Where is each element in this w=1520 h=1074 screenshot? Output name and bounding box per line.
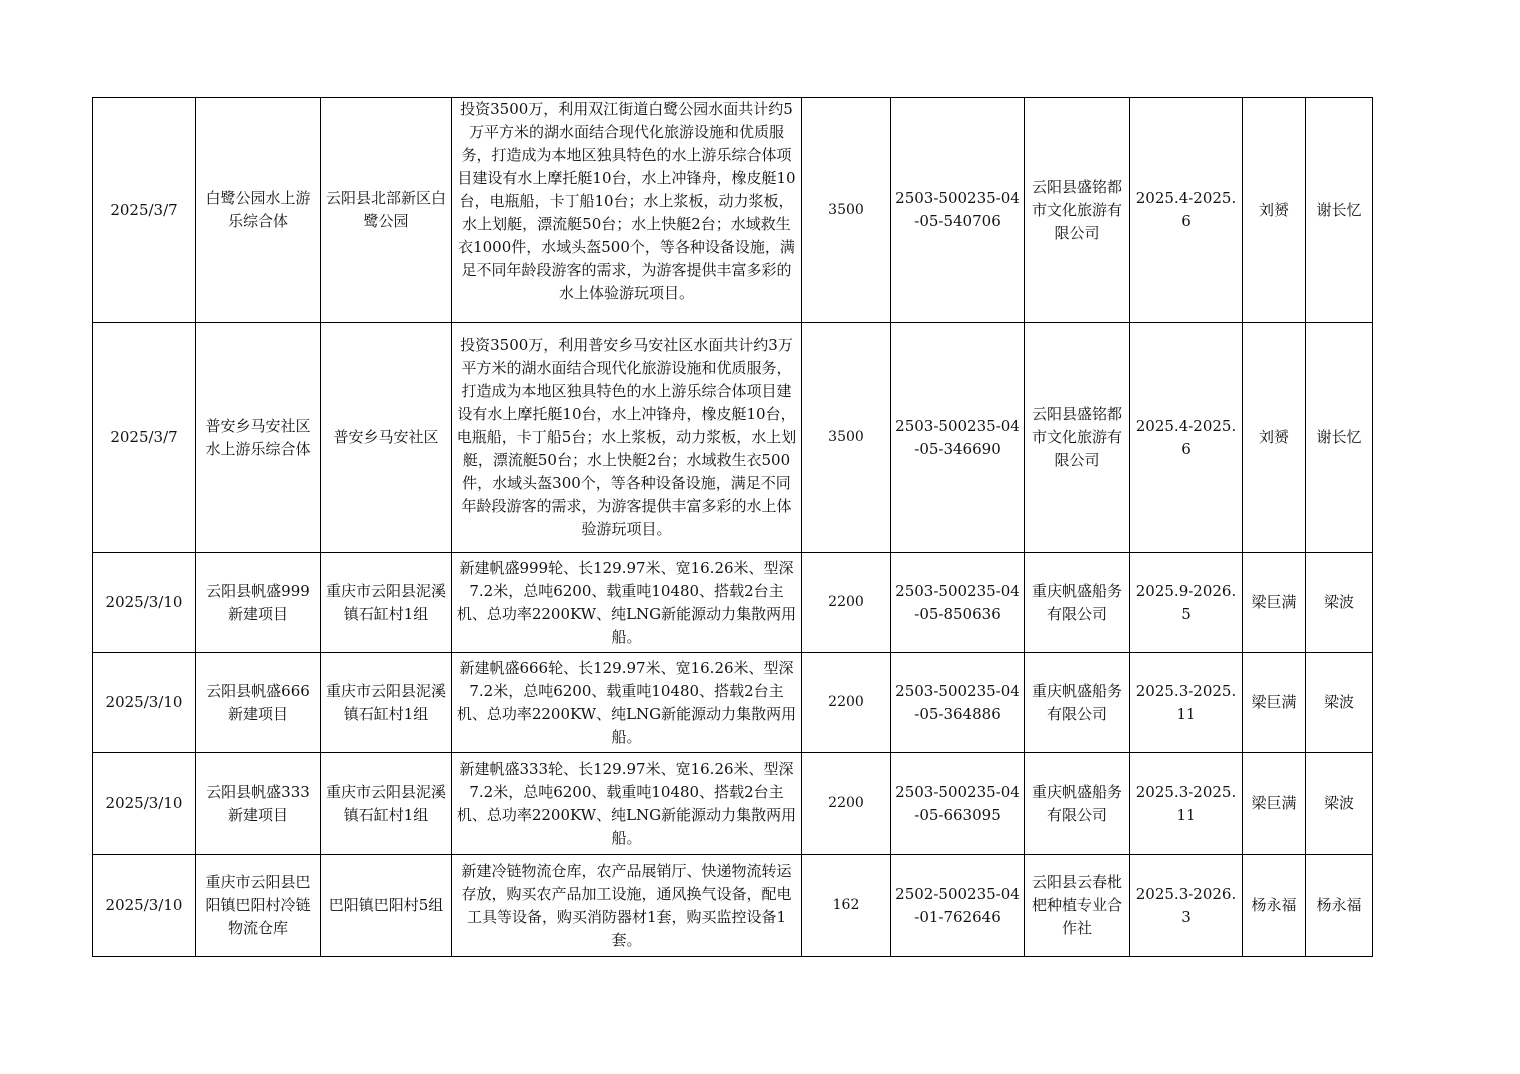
location-cell: 巴阳镇巴阳村5组 <box>321 855 452 957</box>
location-cell: 云阳县北部新区白鹭公园 <box>321 98 452 323</box>
period-cell: 2025.3-2025.11 <box>1130 753 1243 855</box>
table-row <box>93 323 1373 553</box>
project-name-cell: 云阳县帆盛999新建项目 <box>196 553 321 653</box>
content-cell: 新建帆盛999轮、长129.97米、宽16.26米、型深7.2米，总吨6200、载重吨10480、搭载2台主机、总功率2200KW、纯LNG新能源动力集散两用船。 <box>452 553 802 653</box>
table-row <box>93 98 1373 323</box>
period-cell: 2025.4-2025.6 <box>1130 323 1243 553</box>
content-text: 投资3500万，利用普安乡马安社区水面共计约3万平方米的湖水面结合现代化旅游设施和优质服务，打造成为本地区独具特色的水上游乐综合体项目建设有水上摩托艇10台，水上冲锋舟，橡皮艇10台，电瓶船，卡丁船5台；水上浆板，动力浆板，水上划艇，漂流艇50台；水上快艇2台；水域救生衣500件，水域头盔300个，等各种设备设施，满足不同年龄段游客的需求，为游客提供丰富多彩的水上体验游玩项目。 <box>456 336 797 538</box>
investment-cell: 162 <box>802 855 891 957</box>
person-cell: 梁巨满 <box>1243 553 1306 653</box>
code-cell: 2502-500235-04-01-762646 <box>891 855 1025 957</box>
investment-cell: 2200 <box>802 753 891 855</box>
company-cell: 重庆帆盛船务有限公司 <box>1025 553 1130 653</box>
investment-cell: 3500 <box>802 98 891 323</box>
company-cell: 重庆帆盛船务有限公司 <box>1025 653 1130 753</box>
period-cell: 2025.3-2026.3 <box>1130 855 1243 957</box>
person-cell: 梁巨满 <box>1243 753 1306 855</box>
contact-cell: 梁波 <box>1306 553 1373 653</box>
contact-cell: 梁波 <box>1306 653 1373 753</box>
code-cell: 2503-500235-04-05-850636 <box>891 553 1025 653</box>
person-cell: 刘赟 <box>1243 98 1306 323</box>
person-cell: 梁巨满 <box>1243 653 1306 753</box>
date-cell: 2025/3/7 <box>93 323 196 553</box>
contact-cell: 梁波 <box>1306 753 1373 855</box>
table-row <box>93 753 1373 855</box>
period-cell: 2025.3-2025.11 <box>1130 653 1243 753</box>
company-cell: 云阳县云春枇杷种植专业合作社 <box>1025 855 1130 957</box>
date-cell: 2025/3/10 <box>93 553 196 653</box>
code-cell: 2503-500235-04-05-364886 <box>891 653 1025 753</box>
location-cell: 重庆市云阳县泥溪镇石缸村1组 <box>321 753 452 855</box>
content-text: 投资3500万，利用双江街道白鹭公园水面共计约5万平方米的湖水面结合现代化旅游设施和优质服务，打造成为本地区独具特色的水上游乐综合体项目建设有水上摩托艇10台，水上冲锋舟，橡皮艇10台，电瓶船，卡丁船10台；水上浆板，动力浆板，水上划艇，漂流艇50台；水上快艇2台；水域救生衣1000件，水域头盔500个，等各种设备设施，满足不同年龄段游客的需求，为游客提供丰富多彩的水上体验游玩项目。 <box>457 100 796 302</box>
investment-cell: 2200 <box>802 553 891 653</box>
location-cell: 重庆市云阳县泥溪镇石缸村1组 <box>321 653 452 753</box>
person-cell: 杨永福 <box>1243 855 1306 957</box>
date-cell: 2025/3/7 <box>93 98 196 323</box>
content-cell <box>452 98 802 323</box>
project-name-cell: 云阳县帆盛333新建项目 <box>196 753 321 855</box>
content-cell <box>452 323 802 553</box>
date-cell: 2025/3/10 <box>93 753 196 855</box>
content-cell: 新建冷链物流仓库，农产品展销厅、快递物流转运存放，购买农产品加工设施，通风换气设备，配电工具等设备，购买消防器材1套，购买监控设备1套。 <box>452 855 802 957</box>
project-name-cell: 普安乡马安社区水上游乐综合体 <box>196 323 321 553</box>
code-cell: 2503-500235-04-05-346690 <box>891 323 1025 553</box>
date-cell: 2025/3/10 <box>93 855 196 957</box>
project-table <box>92 97 1373 957</box>
contact-cell: 谢长忆 <box>1306 323 1373 553</box>
period-cell: 2025.9-2026.5 <box>1130 553 1243 653</box>
project-name-cell: 云阳县帆盛666新建项目 <box>196 653 321 753</box>
project-name-cell: 重庆市云阳县巴阳镇巴阳村冷链物流仓库 <box>196 855 321 957</box>
investment-cell: 3500 <box>802 323 891 553</box>
table-row <box>93 553 1373 653</box>
date-cell: 2025/3/10 <box>93 653 196 753</box>
period-cell: 2025.4-2025.6 <box>1130 98 1243 323</box>
location-cell: 普安乡马安社区 <box>321 323 452 553</box>
project-name-cell: 白鹭公园水上游乐综合体 <box>196 98 321 323</box>
company-cell: 重庆帆盛船务有限公司 <box>1025 753 1130 855</box>
table-row <box>93 855 1373 957</box>
company-cell: 云阳县盛铭都市文化旅游有限公司 <box>1025 98 1130 323</box>
code-cell: 2503-500235-04-05-540706 <box>891 98 1025 323</box>
company-cell: 云阳县盛铭都市文化旅游有限公司 <box>1025 323 1130 553</box>
investment-cell: 2200 <box>802 653 891 753</box>
person-cell: 刘赟 <box>1243 323 1306 553</box>
code-cell: 2503-500235-04-05-663095 <box>891 753 1025 855</box>
content-cell: 新建帆盛333轮、长129.97米、宽16.26米、型深7.2米，总吨6200、载重吨10480、搭载2台主机、总功率2200KW、纯LNG新能源动力集散两用船。 <box>452 753 802 855</box>
contact-cell: 谢长忆 <box>1306 98 1373 323</box>
content-cell: 新建帆盛666轮、长129.97米、宽16.26米、型深7.2米，总吨6200、载重吨10480、搭载2台主机、总功率2200KW、纯LNG新能源动力集散两用船。 <box>452 653 802 753</box>
contact-cell: 杨永福 <box>1306 855 1373 957</box>
table-row <box>93 653 1373 753</box>
location-cell: 重庆市云阳县泥溪镇石缸村1组 <box>321 553 452 653</box>
